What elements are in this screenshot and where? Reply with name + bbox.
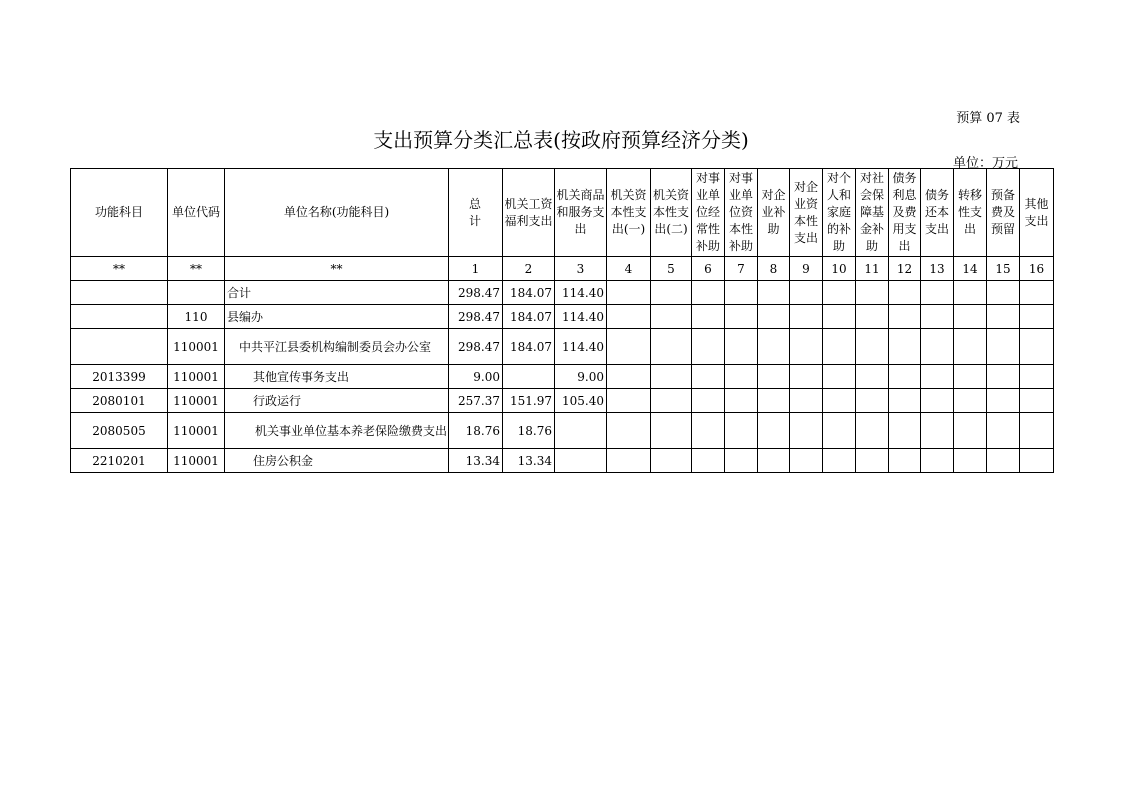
column-header: 预备费及预留 <box>987 169 1020 257</box>
unit-name-cell: 行政运行 <box>225 389 449 413</box>
empty-cell <box>823 281 856 305</box>
empty-cell <box>856 329 889 365</box>
column-header: 总 计 <box>449 169 503 257</box>
index-cell: 13 <box>921 257 954 281</box>
unit-code-cell: 110001 <box>168 449 225 473</box>
empty-cell <box>725 365 758 389</box>
unit-name-cell: 住房公积金 <box>225 449 449 473</box>
index-cell: 1 <box>449 257 503 281</box>
empty-cell <box>1020 329 1054 365</box>
unit-code-cell: 110001 <box>168 413 225 449</box>
empty-cell <box>651 365 692 389</box>
unit-name-cell: 机关事业单位基本养老保险缴费支出 <box>225 413 449 449</box>
column-header: 机关工资福利支出 <box>503 169 555 257</box>
budget-table <box>70 168 1054 473</box>
salary-cell: 184.07 <box>503 305 555 329</box>
index-cell: 2 <box>503 257 555 281</box>
empty-cell <box>725 329 758 365</box>
empty-cell <box>1020 281 1054 305</box>
index-cell: 10 <box>823 257 856 281</box>
empty-cell <box>954 449 987 473</box>
empty-cell <box>1020 365 1054 389</box>
empty-cell <box>889 329 921 365</box>
unit-name-cell: 县编办 <box>225 305 449 329</box>
column-header: 债务还本支出 <box>921 169 954 257</box>
column-header: 对企业资本性支出 <box>790 169 823 257</box>
salary-cell: 184.07 <box>503 281 555 305</box>
empty-cell <box>651 449 692 473</box>
index-cell: 9 <box>790 257 823 281</box>
unit-name-cell: 其他宣传事务支出 <box>225 365 449 389</box>
salary-cell: 13.34 <box>503 449 555 473</box>
index-cell: 15 <box>987 257 1020 281</box>
empty-cell <box>758 281 790 305</box>
salary-cell: 184.07 <box>503 329 555 365</box>
total-cell: 13.34 <box>449 449 503 473</box>
empty-cell <box>692 413 725 449</box>
empty-cell <box>692 329 725 365</box>
empty-cell <box>607 389 651 413</box>
empty-cell <box>987 305 1020 329</box>
table-row <box>71 281 1054 305</box>
column-header: 机关商品和服务支出 <box>555 169 607 257</box>
function-code-cell: 2013399 <box>71 365 168 389</box>
empty-cell <box>651 413 692 449</box>
empty-cell <box>692 449 725 473</box>
column-header: 对企业补助 <box>758 169 790 257</box>
empty-cell <box>889 413 921 449</box>
empty-cell <box>607 449 651 473</box>
column-header: 转移性支出 <box>954 169 987 257</box>
empty-cell <box>607 413 651 449</box>
empty-cell <box>790 449 823 473</box>
empty-cell <box>790 329 823 365</box>
salary-cell: 18.76 <box>503 413 555 449</box>
empty-cell <box>889 281 921 305</box>
empty-cell <box>823 449 856 473</box>
empty-cell <box>987 281 1020 305</box>
index-row <box>71 257 1054 281</box>
unit-label: 单位：万元 <box>952 156 1018 171</box>
empty-cell <box>790 365 823 389</box>
empty-cell <box>954 389 987 413</box>
empty-cell <box>889 305 921 329</box>
empty-cell <box>921 449 954 473</box>
index-cell: 7 <box>725 257 758 281</box>
column-header: 对个人和家庭的补助 <box>823 169 856 257</box>
empty-cell <box>651 389 692 413</box>
column-header: 对事业单位资本性补助 <box>725 169 758 257</box>
empty-cell <box>758 329 790 365</box>
empty-cell <box>758 305 790 329</box>
empty-cell <box>1020 413 1054 449</box>
function-code-cell: 2210201 <box>71 449 168 473</box>
empty-cell <box>607 305 651 329</box>
unit-code-cell <box>168 281 225 305</box>
empty-cell <box>921 305 954 329</box>
function-code-cell <box>71 329 168 365</box>
total-cell: 298.47 <box>449 281 503 305</box>
function-code-cell: 2080101 <box>71 389 168 413</box>
index-cell: 6 <box>692 257 725 281</box>
total-cell: 9.00 <box>449 365 503 389</box>
empty-cell <box>758 449 790 473</box>
column-header: 机关资本性支出(二) <box>651 169 692 257</box>
goods-cell: 9.00 <box>555 365 607 389</box>
index-cell: ** <box>168 257 225 281</box>
table-row <box>71 413 1054 449</box>
empty-cell <box>954 329 987 365</box>
empty-cell <box>692 365 725 389</box>
goods-cell: 114.40 <box>555 281 607 305</box>
empty-cell <box>692 281 725 305</box>
table-row <box>71 389 1054 413</box>
empty-cell <box>987 413 1020 449</box>
empty-cell <box>987 365 1020 389</box>
goods-cell: 114.40 <box>555 305 607 329</box>
empty-cell <box>856 305 889 329</box>
column-header: 功能科目 <box>71 169 168 257</box>
empty-cell <box>758 413 790 449</box>
empty-cell <box>921 281 954 305</box>
empty-cell <box>1020 449 1054 473</box>
empty-cell <box>651 281 692 305</box>
unit-name-cell: 合计 <box>225 281 449 305</box>
empty-cell <box>758 365 790 389</box>
empty-cell <box>823 329 856 365</box>
goods-cell <box>555 449 607 473</box>
column-header: 对社会保障基金补助 <box>856 169 889 257</box>
empty-cell <box>692 389 725 413</box>
empty-cell <box>1020 389 1054 413</box>
index-cell: 8 <box>758 257 790 281</box>
index-cell: 16 <box>1020 257 1054 281</box>
function-code-cell <box>71 281 168 305</box>
unit-name-cell: 中共平江县委机构编制委员会办公室 <box>225 329 449 365</box>
function-code-cell <box>71 305 168 329</box>
index-cell: 12 <box>889 257 921 281</box>
index-cell: 3 <box>555 257 607 281</box>
column-header: 单位代码 <box>168 169 225 257</box>
empty-cell <box>692 305 725 329</box>
empty-cell <box>954 281 987 305</box>
empty-cell <box>790 305 823 329</box>
total-cell: 18.76 <box>449 413 503 449</box>
empty-cell <box>725 389 758 413</box>
empty-cell <box>987 389 1020 413</box>
empty-cell <box>725 413 758 449</box>
empty-cell <box>856 281 889 305</box>
empty-cell <box>987 329 1020 365</box>
unit-code-cell: 110001 <box>168 389 225 413</box>
index-cell: ** <box>71 257 168 281</box>
total-cell: 298.47 <box>449 329 503 365</box>
empty-cell <box>758 389 790 413</box>
empty-cell <box>790 413 823 449</box>
empty-cell <box>607 281 651 305</box>
empty-cell <box>725 281 758 305</box>
table-row <box>71 329 1054 365</box>
empty-cell <box>856 413 889 449</box>
index-cell: 14 <box>954 257 987 281</box>
index-cell: 4 <box>607 257 651 281</box>
table-row <box>71 449 1054 473</box>
empty-cell <box>856 389 889 413</box>
empty-cell <box>823 389 856 413</box>
column-header: 债务利息及费用支出 <box>889 169 921 257</box>
empty-cell <box>921 389 954 413</box>
unit-code-cell: 110001 <box>168 329 225 365</box>
empty-cell <box>889 365 921 389</box>
unit-code-cell: 110 <box>168 305 225 329</box>
function-code-cell: 2080505 <box>71 413 168 449</box>
goods-cell: 114.40 <box>555 329 607 365</box>
empty-cell <box>856 449 889 473</box>
total-cell: 298.47 <box>449 305 503 329</box>
column-header: 机关资本性支出(一) <box>607 169 651 257</box>
empty-cell <box>954 365 987 389</box>
empty-cell <box>823 365 856 389</box>
index-cell: 5 <box>651 257 692 281</box>
empty-cell <box>607 329 651 365</box>
empty-cell <box>921 365 954 389</box>
column-header: 其他支出 <box>1020 169 1054 257</box>
table-row <box>71 305 1054 329</box>
page-title: 支出预算分类汇总表(按政府预算经济分类) <box>373 128 749 152</box>
empty-cell <box>1020 305 1054 329</box>
empty-cell <box>889 389 921 413</box>
goods-cell <box>555 413 607 449</box>
table-row <box>71 365 1054 389</box>
empty-cell <box>607 365 651 389</box>
goods-cell: 105.40 <box>555 389 607 413</box>
empty-cell <box>987 449 1020 473</box>
empty-cell <box>954 305 987 329</box>
index-cell: 11 <box>856 257 889 281</box>
empty-cell <box>823 413 856 449</box>
header-row <box>71 169 1054 257</box>
salary-cell: 151.97 <box>503 389 555 413</box>
unit-code-cell: 110001 <box>168 365 225 389</box>
empty-cell <box>725 305 758 329</box>
table-number: 预算 07 表 <box>956 111 1020 126</box>
empty-cell <box>921 329 954 365</box>
empty-cell <box>725 449 758 473</box>
empty-cell <box>954 413 987 449</box>
empty-cell <box>651 305 692 329</box>
salary-cell <box>503 365 555 389</box>
column-header: 单位名称(功能科目) <box>225 169 449 257</box>
empty-cell <box>651 329 692 365</box>
column-header: 对事业单位经常性补助 <box>692 169 725 257</box>
empty-cell <box>790 281 823 305</box>
total-cell: 257.37 <box>449 389 503 413</box>
empty-cell <box>790 389 823 413</box>
empty-cell <box>921 413 954 449</box>
index-cell: ** <box>225 257 449 281</box>
empty-cell <box>889 449 921 473</box>
empty-cell <box>856 365 889 389</box>
empty-cell <box>823 305 856 329</box>
